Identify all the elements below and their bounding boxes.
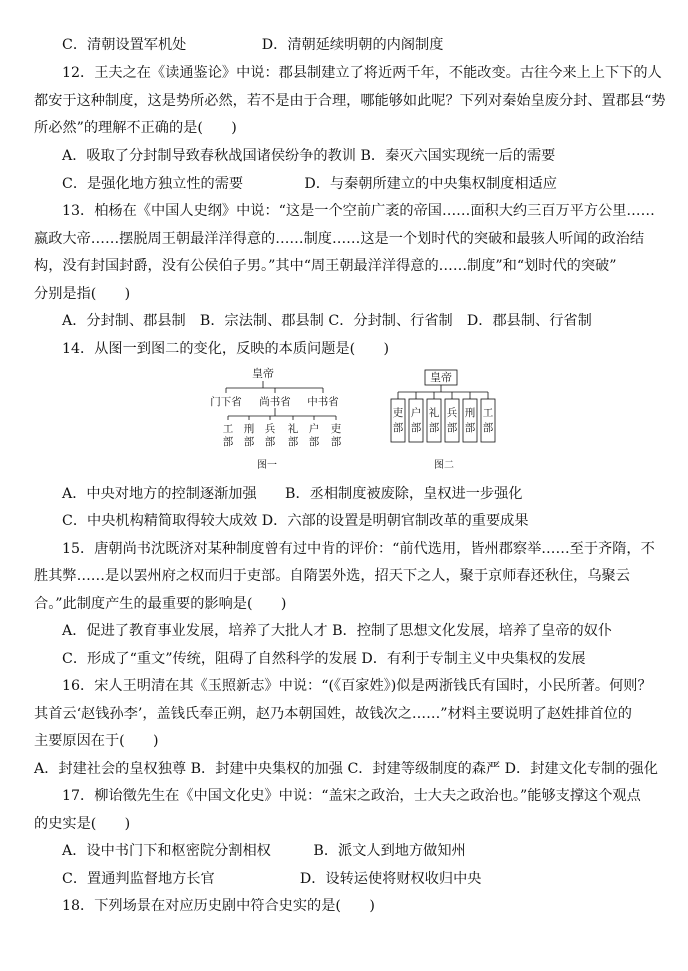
question-15: 15．唐朝尚书沈既济对某种制度曾有过中肯的评价：“前代选用，皆州郡察举……至于齐隋，不 [62, 541, 655, 557]
option-line: A．促进了教育事业发展，培养了大批人才 B．控制了思想文化发展，培养了皇帝的奴仆 [62, 623, 613, 639]
fig1-dept-menxia: 门下省 [210, 396, 242, 408]
fig1-dept-shangshu: 尚书省 [259, 396, 291, 408]
question-13: 13．柏杨在《中国人史纲》中说：“这是一个空前广袤的帝国……面积大约三百万平方公里…… [62, 203, 655, 219]
question-text-line: 其首云‘赵钱孙李’，盖钱氏奉正朔，赵乃本朝国姓，故钱次之……”材料主要说明了赵姓排首位的 [34, 706, 632, 722]
option-line: A．吸取了分封制导致春秋战国诸侯纷争的教训 B．秦灭六国实现统一后的需要 [62, 148, 556, 164]
question-12: 12．王夫之在《读通鉴论》中说：郡县制建立了将近两千年，不能改变。古往今来上上下下的人 [62, 65, 662, 81]
question-14: 14．从图一到图二的变化，反映的本质问题是( ) [62, 341, 390, 357]
fig2-ministry-xing: 刑部 [464, 407, 476, 434]
fig2-emperor: 皇帝 [430, 371, 452, 384]
question-text-line: 的史实是( ) [34, 816, 131, 832]
fig2-ministry-li: 吏部 [392, 407, 404, 434]
question-text-line: 所必然”的理解不正确的是( ) [34, 120, 237, 136]
question-16: 16．宋人王明清在其《玉照新志》中说：“(《百家姓》)似是两浙钱氏有国时，小民所著。何则？ [62, 678, 652, 694]
fig1-ministry-li: 礼部 [287, 423, 299, 448]
fig2-ministry-bing: 兵部 [446, 407, 458, 434]
option-line: C．清朝设置军机处 D．清朝延续明朝的内阁制度 [62, 37, 444, 53]
question-text-line: 主要原因在于( ) [34, 733, 159, 749]
fig2-ministry-libu: 礼部 [428, 407, 440, 434]
option-line: C．中央机构精简取得较大成效 D．六部的设置是明朝官制改革的重要成果 [62, 513, 529, 529]
option-line: C．置通判监督地方长官 D．设转运使将财权收归中央 [62, 871, 482, 887]
fig1-caption: 图一 [257, 460, 277, 471]
question-18: 18．下列场景在对应历史剧中符合史实的是( ) [62, 898, 375, 914]
question-text-line: 分别是指( ) [34, 286, 131, 302]
fig2-ministry-gong: 工部 [482, 407, 494, 434]
question-text-line: 合。”此制度产生的最重要的影响是( ) [34, 596, 287, 612]
option-line: A．分封制、郡县制 B．宗法制、郡县制 C．分封制、行省制 D．郡县制、行省制 [62, 313, 592, 329]
question-17: 17．柳诒徵先生在《中国文化史》中说：“盖宋之政治，士大夫之政治也。”能够支撑这个观点 [62, 788, 641, 804]
fig1-ministry-hu: 户部 [308, 423, 320, 448]
figure-diagram [210, 364, 515, 476]
option-line: A．中央对地方的控制逐渐加强 B．丞相制度被废除，皇权进一步强化 [62, 486, 523, 502]
fig1-ministry-xing: 刑部 [243, 423, 255, 448]
fig2-caption: 图二 [434, 460, 454, 471]
option-line: A．设中书门下和枢密院分割相权 B．派文人到地方做知州 [62, 843, 466, 859]
fig1-ministry-bing: 兵部 [264, 423, 276, 448]
fig1-ministry-gong: 工部 [222, 423, 234, 448]
question-text-line: 嬴政大帝……摆脱周王朝最洋洋得意的……制度……这是一个划时代的突破和最骇人听闻的政治结 [34, 231, 645, 247]
option-line: C．形成了“重文”传统，阻碍了自然科学的发展 D．有利于专制主义中央集权的发展 [62, 651, 586, 667]
question-text-line: 都安于这种制度，这是势所必然，若不是由于合理，哪能够如此呢？下列对秦始皇废分封、置郡县“势 [34, 93, 666, 109]
fig1-ministry-libu: 吏部 [330, 423, 342, 448]
question-text-line: 胜其弊……是以罢州府之权而归于吏部。自隋罢外选，招天下之人，聚于京师春还秋住，乌聚云 [34, 568, 630, 584]
fig1-dept-zhongshu: 中书省 [307, 396, 339, 408]
option-line: C．是强化地方独立性的需要 D．与秦朝所建立的中央集权制度相适应 [62, 176, 557, 192]
fig1-emperor: 皇帝 [252, 367, 274, 380]
option-line: A．封建社会的皇权独尊 B．封建中央集权的加强 C．封建等级制度的森严 D．封建文化专制的强化 [34, 761, 658, 777]
question-text-line: 构，没有封国封爵，没有公侯伯子男。”其中“周王朝最洋洋得意的……制度”和“划时代的突破” [34, 258, 617, 274]
fig2-ministry-hu: 户部 [410, 407, 422, 434]
